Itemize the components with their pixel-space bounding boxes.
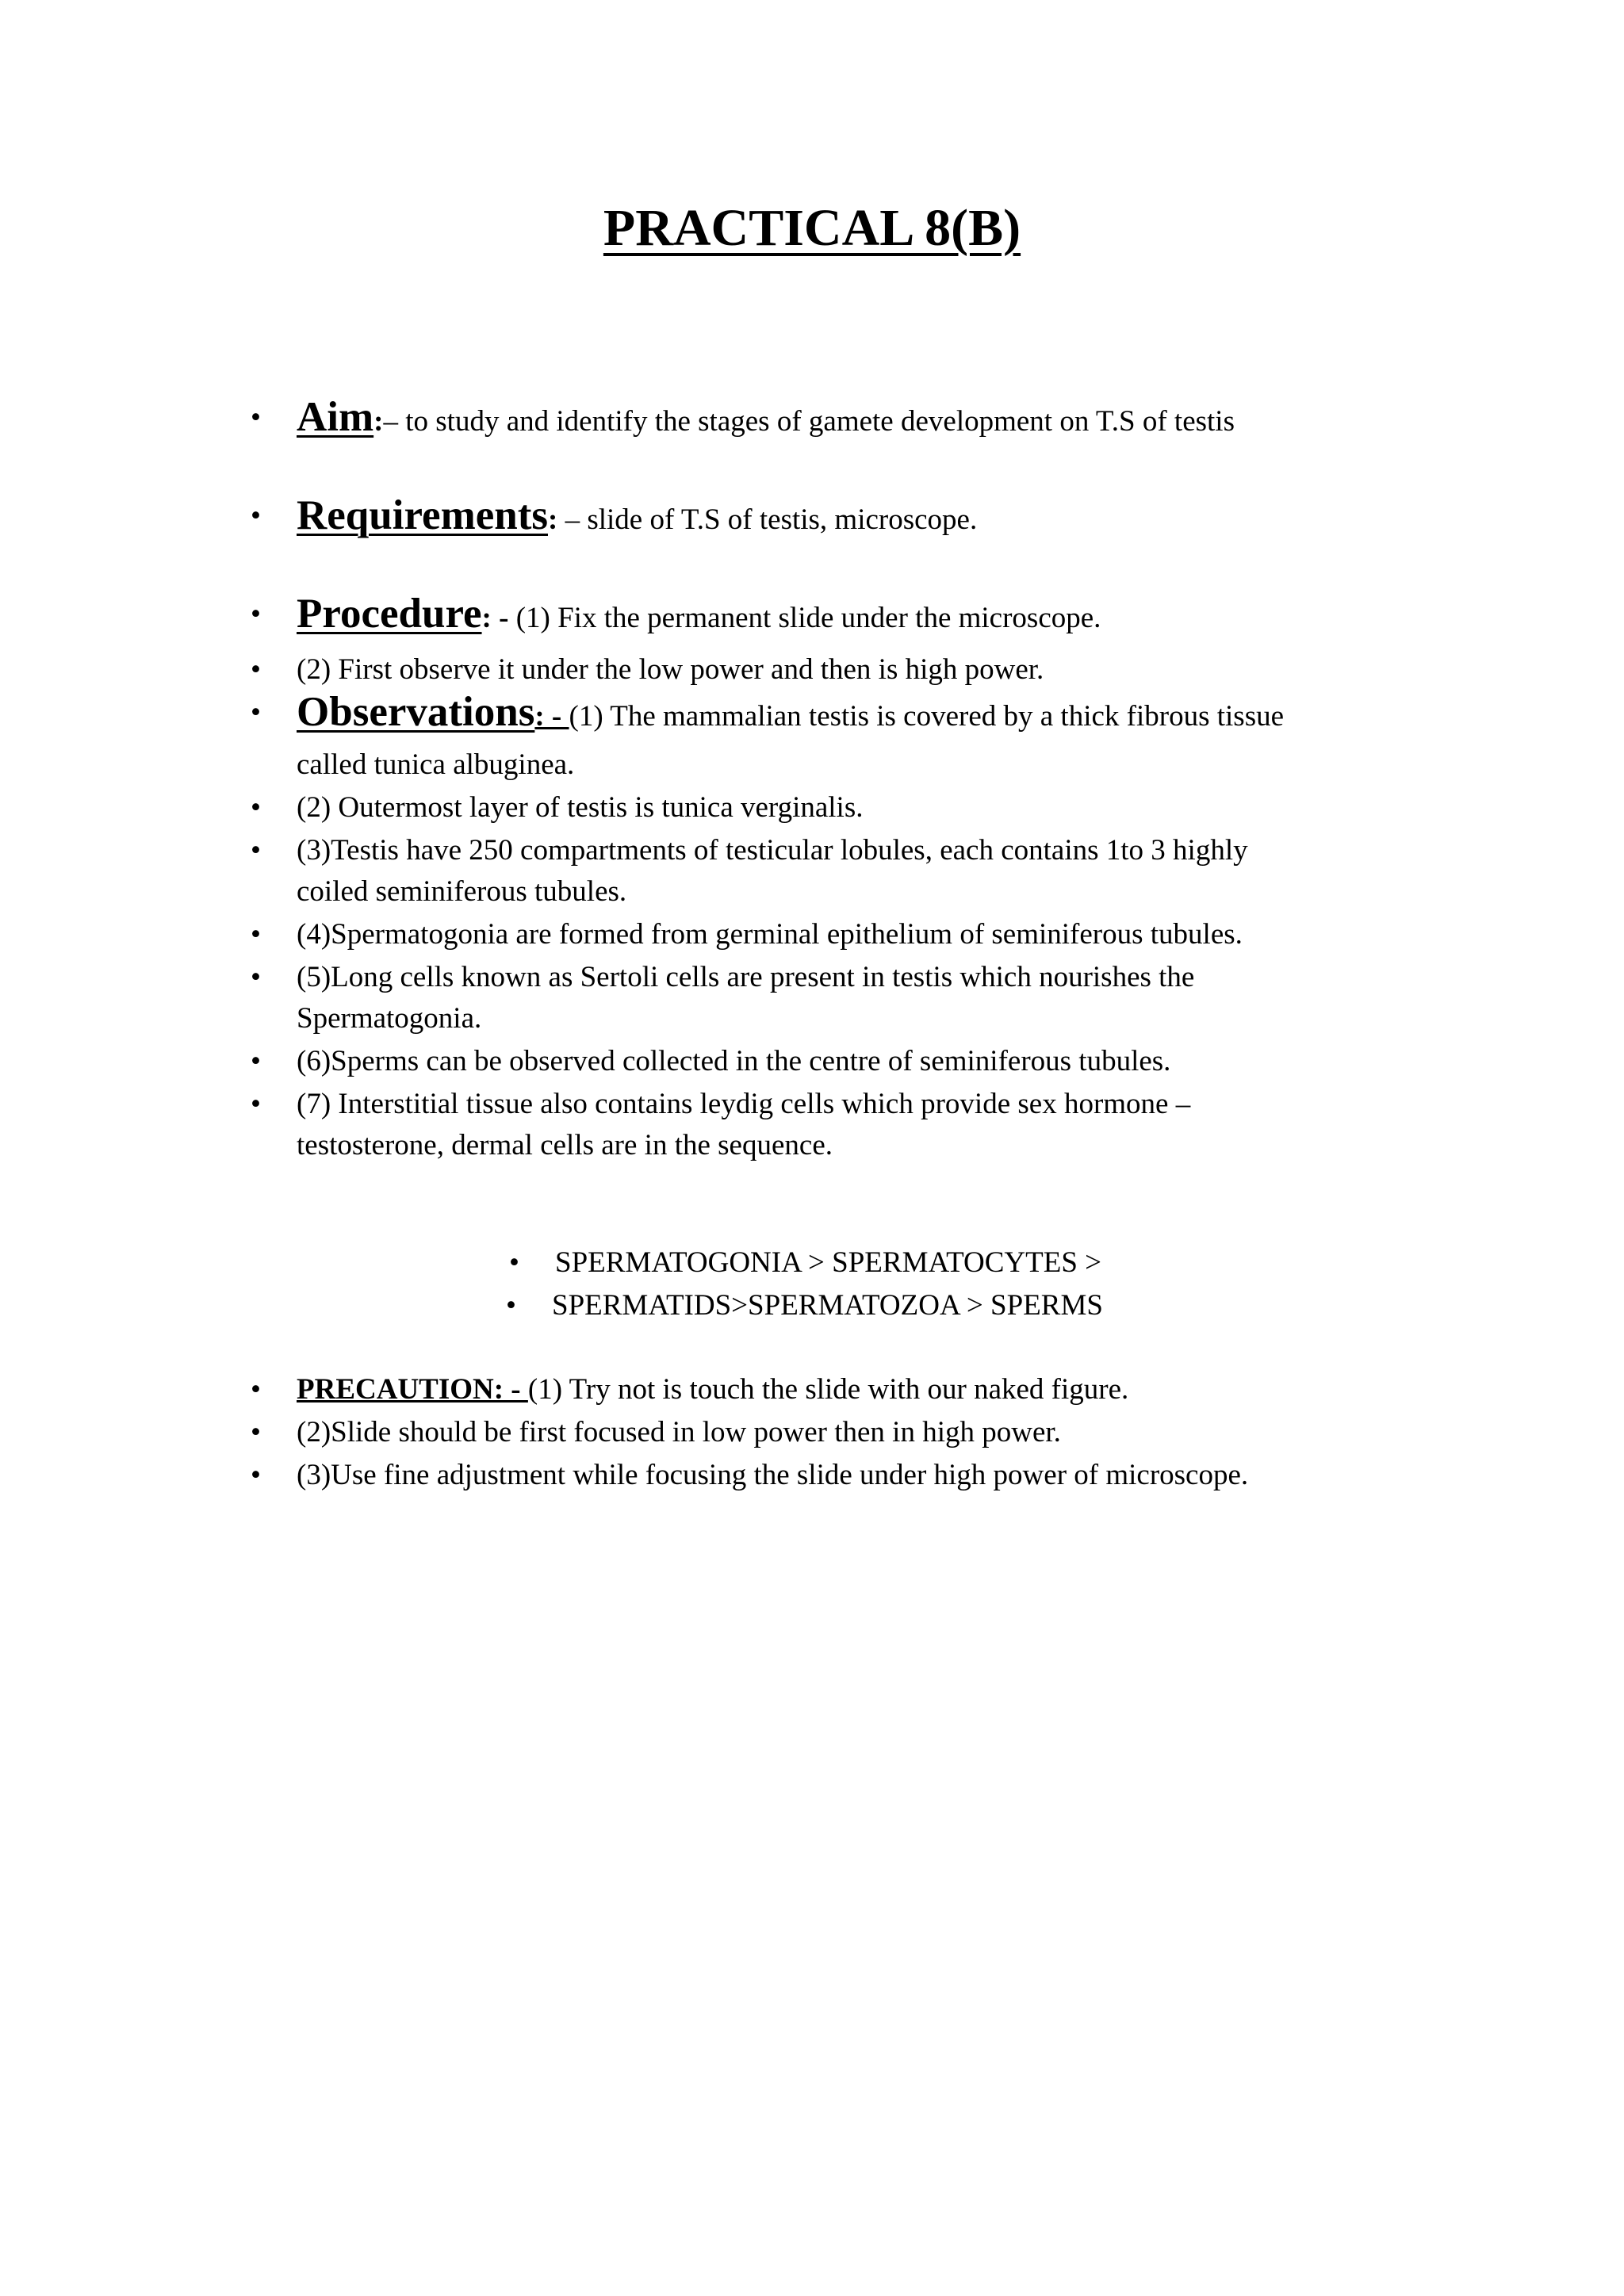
- sequence-text: SPERMATOGONIA > SPERMATOCYTES >: [555, 1246, 1102, 1279]
- precaution-item-3: [251, 1454, 1407, 1496]
- page-title: PRACTICAL 8(B): [603, 199, 1021, 257]
- bullet: •: [251, 1416, 261, 1448]
- observation-text: (6)Sperms can be observed collected in the centre of seminiferous tubules.: [297, 1045, 1171, 1077]
- observations-text-line1: (1) The mammalian testis is covered by a thick fibrous tissue: [569, 700, 1285, 733]
- bullet: •: [251, 499, 261, 532]
- precaution-text: (1) Try not is touch the slide with our naked figure.: [527, 1373, 1129, 1406]
- observations-label: Observations: [297, 689, 535, 735]
- bullet: •: [251, 696, 261, 729]
- requirements-text: – slide of T.S of testis, microscope.: [557, 503, 978, 536]
- aim-text: – to study and identify the stages of gamete development on T.S of testis: [383, 405, 1235, 438]
- requirements-separator: :: [548, 503, 558, 536]
- observation-item-3-continuation: [297, 871, 1407, 913]
- observation-text: (5)Long cells known as Sertoli cells are present in testis which nourishes the: [297, 961, 1195, 993]
- bullet: •: [251, 1459, 261, 1491]
- procedure-separator: : -: [481, 602, 509, 634]
- aim-separator: :: [373, 405, 384, 438]
- bullet: •: [251, 1373, 261, 1406]
- procedure-step-2: [251, 649, 1407, 691]
- aim-item: [251, 394, 1407, 442]
- observations-continuation: [297, 744, 1407, 786]
- observation-item-5-continuation: [297, 997, 1407, 1039]
- requirements-item: [251, 492, 1407, 541]
- requirements-label: Requirements: [297, 492, 548, 538]
- bullet: •: [251, 961, 261, 993]
- observation-text: (4)Spermatogonia are formed from germinal epithelium of seminiferous tubules.: [297, 918, 1243, 951]
- precaution-text: (2)Slide should be first focused in low power then in high power.: [297, 1416, 1061, 1448]
- bullet: •: [251, 653, 261, 686]
- observation-item-7: [251, 1083, 1407, 1125]
- observation-item-4: [251, 913, 1407, 955]
- bullet: •: [251, 834, 261, 867]
- precaution-text: (3)Use fine adjustment while focusing the slide under high power of microscope.: [297, 1459, 1249, 1491]
- bullet: •: [251, 1088, 261, 1120]
- procedure-item: [251, 591, 1407, 639]
- procedure-step-2-text: (2) First observe it under the low power and then is high power.: [297, 653, 1044, 686]
- precaution-label: PRECAUTION: -: [297, 1373, 528, 1406]
- procedure-label: Procedure: [297, 591, 482, 637]
- observations-separator: : -: [534, 700, 569, 733]
- bullet: •: [251, 598, 261, 630]
- observation-item-5: [251, 956, 1407, 998]
- observation-item-6: [251, 1040, 1407, 1082]
- observation-text: coiled seminiferous tubules.: [297, 875, 627, 908]
- observations-text-line2: called tunica albuginea.: [297, 748, 575, 781]
- sequence-text: SPERMATIDS>SPERMATOZOA > SPERMS: [552, 1289, 1103, 1322]
- bullet: •: [251, 918, 261, 951]
- observation-item-3: [251, 829, 1407, 871]
- sequence-item-2: [506, 1284, 1103, 1326]
- observation-text: (2) Outermost layer of testis is tunica verginalis.: [297, 791, 864, 824]
- sequence-item-1: [509, 1242, 1102, 1284]
- precaution-item: [251, 1368, 1407, 1410]
- bullet: •: [251, 791, 261, 824]
- observation-item-2: [251, 786, 1407, 828]
- observation-text: testosterone, dermal cells are in the sequence.: [297, 1129, 833, 1161]
- bullet: •: [506, 1289, 516, 1322]
- bullet: •: [509, 1246, 519, 1279]
- observation-text: Spermatogonia.: [297, 1002, 482, 1035]
- observation-text: (7) Interstitial tissue also contains leydig cells which provide sex hormone –: [297, 1088, 1191, 1120]
- observation-item-7-continuation: [297, 1124, 1407, 1166]
- precaution-item-2: [251, 1411, 1407, 1453]
- observations-item: [251, 689, 1407, 737]
- observation-text: (3)Testis have 250 compartments of testicular lobules, each contains 1to 3 highly: [297, 834, 1248, 867]
- bullet: •: [251, 1045, 261, 1077]
- procedure-text: (1) Fix the permanent slide under the microscope.: [508, 602, 1101, 634]
- aim-label: Aim: [297, 394, 374, 440]
- bullet: •: [251, 401, 261, 434]
